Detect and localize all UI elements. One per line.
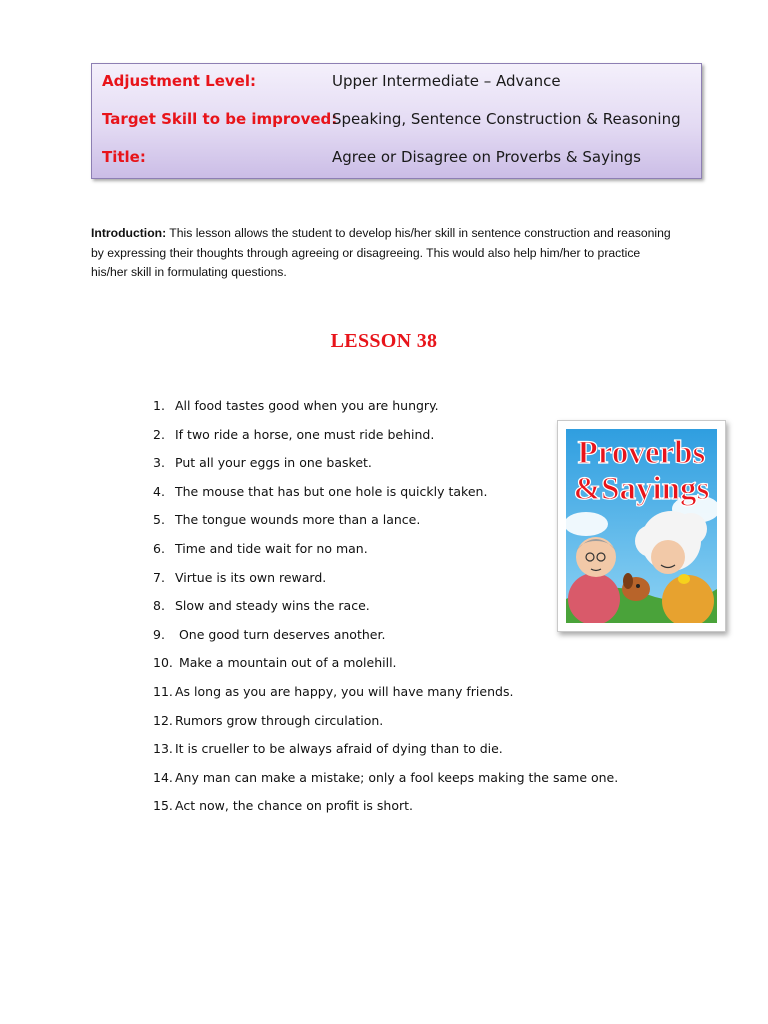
list-item xyxy=(153,425,618,454)
item-number: 12. xyxy=(153,712,173,728)
item-number: 9. xyxy=(153,626,165,642)
item-text: Any man can make a mistake; only a fool keeps making the same one. xyxy=(175,769,619,785)
item-text: Put all your eggs in one basket. xyxy=(175,455,372,471)
left-granny-body xyxy=(568,573,620,623)
item-number: 15. xyxy=(153,798,173,814)
item-text: One good turn deserves another. xyxy=(175,626,386,642)
list-item xyxy=(153,682,618,711)
lesson-heading: LESSON 38 xyxy=(330,330,438,352)
list-item xyxy=(153,482,618,511)
item-number: 10. xyxy=(153,655,173,671)
item-text: If two ride a horse, one must ride behind. xyxy=(175,426,435,442)
list-item xyxy=(153,796,618,825)
right-granny-face xyxy=(651,540,685,574)
item-number: 2. xyxy=(153,426,165,442)
item-number: 1. xyxy=(153,398,165,413)
introduction-paragraph xyxy=(91,224,676,283)
item-number: 7. xyxy=(153,569,165,585)
list-item xyxy=(153,453,618,482)
item-number: 6. xyxy=(153,540,165,556)
item-text: All food tastes good when you are hungry. xyxy=(175,398,439,413)
item-number: 4. xyxy=(153,483,165,499)
list-item xyxy=(153,539,618,568)
introduction-text: This lesson allows the student to develop his/her skill in sentence construction and reasoning by expressing their thoughts through agreeing or disagreeing. This would also help him/her to practice his/her skill in formulating questions. xyxy=(91,226,671,279)
list-item xyxy=(153,711,618,740)
item-text: The mouse that has but one hole is quickly taken. xyxy=(175,483,488,499)
introduction-label: Introduction: xyxy=(91,226,167,240)
lesson-info-box xyxy=(91,63,702,179)
target-skill-label: Target Skill to be improved: xyxy=(102,110,338,128)
list-item xyxy=(153,625,618,654)
item-number: 11. xyxy=(153,683,173,699)
target-skill-value: Speaking, Sentence Construction & Reasoning xyxy=(332,110,681,128)
list-item xyxy=(153,739,618,768)
cloud xyxy=(566,512,608,536)
item-text: Time and tide wait for no man. xyxy=(175,540,368,556)
cover-title-line2: &Sayings xyxy=(573,471,710,507)
proverbs-list xyxy=(153,396,618,825)
item-text: The tongue wounds more than a lance. xyxy=(175,512,421,528)
list-item xyxy=(153,596,618,625)
item-text: Virtue is its own reward. xyxy=(175,569,327,585)
item-text: Slow and steady wins the race. xyxy=(175,598,370,614)
list-item xyxy=(153,510,618,539)
list-item xyxy=(153,568,618,597)
cover-illustration xyxy=(566,429,717,623)
title-label: Title: xyxy=(102,148,146,166)
item-text: Act now, the chance on profit is short. xyxy=(175,798,414,814)
item-number: 5. xyxy=(153,512,165,528)
list-item xyxy=(153,653,618,682)
item-number: 14. xyxy=(153,769,173,785)
list-item xyxy=(153,396,618,425)
item-number: 13. xyxy=(153,741,173,757)
item-text: Rumors grow through circulation. xyxy=(175,712,384,728)
adjustment-level-value: Upper Intermediate – Advance xyxy=(332,72,561,90)
title-value: Agree or Disagree on Proverbs & Sayings xyxy=(332,148,641,166)
bird xyxy=(678,574,690,584)
item-text: Make a mountain out of a molehill. xyxy=(175,655,397,671)
cover-title-line1: Proverbs xyxy=(577,435,706,471)
list-item xyxy=(153,768,618,797)
item-number: 8. xyxy=(153,598,165,614)
adjustment-level-label: Adjustment Level: xyxy=(102,72,256,90)
item-text: As long as you are happy, you will have many friends. xyxy=(175,683,514,699)
proverbs-sayings-cover-image xyxy=(557,420,726,632)
item-text: It is crueller to be always afraid of dying than to die. xyxy=(175,741,503,757)
item-number: 3. xyxy=(153,455,165,471)
